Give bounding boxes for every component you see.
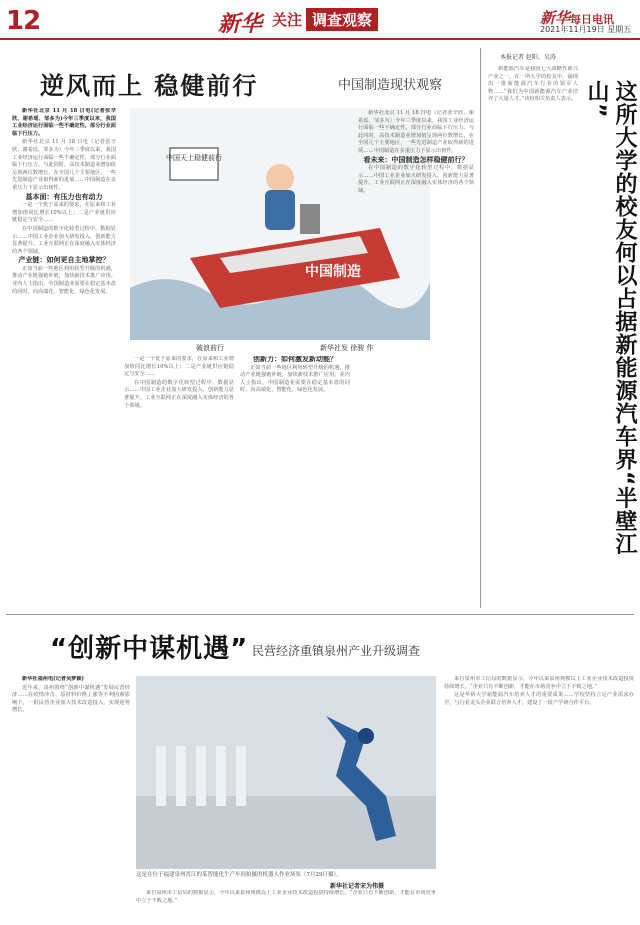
factory-photo bbox=[136, 676, 436, 869]
article3-body-left: 近年来，泉州围绕“创新中谋机遇”发展民营经济……在疫情冲击、原材料价格上涨等不利因素影响下，一批民营企业加大技术改造投入，实现逆势增长。 bbox=[12, 684, 130, 714]
section-divider bbox=[6, 614, 634, 615]
article1-body-8: 新华社北京 11 月 18 日电（记者张辛欣、谢希瑶、邹多为）今年三季度以来，我国工业经济运行面临一些不确定性，部分行业面临下行压力。与此同时，高技术制造业增加值呈现两位数增长，在全国几个主要地区，一些先进制造产业取得新的进展……中国制造在多重压力下显示出韧性。 bbox=[358, 110, 474, 154]
subsection-heading-1: 基本面：有压力也有动力 bbox=[25, 192, 103, 201]
article3-body-right: 来自泉州市工信局的数据显示，今年以来泉州规模以上工业企业技术改造投资持续增长。“企业只有不断创新，才能在市场竞争中立于不败之地。” bbox=[444, 676, 634, 690]
article1-body-9: 在中国制造的数字化转型过程中，数据显示……中国工业企业加大研发投入，创新能力显著提升。工业互联网正在深度融入实体经济的各个领域。 bbox=[358, 165, 474, 194]
article1-column-2 bbox=[124, 356, 234, 606]
article3-byline: 新华社福州电(记者吴梦颖) bbox=[22, 676, 84, 682]
section-box: 调查观察 bbox=[306, 8, 378, 31]
article1-body-4: 正如当前一些地区利用转型升级的机遇，推动产业链强链补链，加快新技术推广应用。业内人士指出，中国制造业需要在稳定基本盘的同时，向高端化、智能化、绿色化发展。 bbox=[12, 265, 116, 295]
paper-name-text: 每日电讯 bbox=[570, 13, 615, 26]
cartoon-sign: 中国天上稳健前行 bbox=[166, 154, 222, 162]
factory-photo-svg bbox=[136, 676, 436, 869]
cartoon-credit: 新华社发 徐骏 作 bbox=[320, 344, 374, 352]
article1-body-3: 在中国制造的数字化转型过程中，数据显示……中国工业企业加大研发投入，创新能力显著提升。工业互联网正在深度融入实体经济的各个领域。 bbox=[12, 225, 116, 255]
photo-caption: 这是在位于福建泉州晋江的某智能化生产车间拍摄的机器人作业场景（7月29日摄）。 bbox=[136, 872, 342, 878]
article3-body-far-right: 这是华侨大学新能源汽车培养人才的重要成果……学校坚持立足产业需求办学，与行业龙头企业联合培养人才，建设了一批产学研合作平台。 bbox=[444, 692, 634, 706]
section-title bbox=[272, 8, 378, 31]
cartoon-caption: 破浪前行 bbox=[196, 344, 224, 352]
article1-body-5: 一是一个优于原来的要求，在原来和工业增加值同比增长10%以上；二是产业链供应链稳定与安全…… bbox=[124, 356, 234, 378]
column-divider bbox=[480, 48, 481, 608]
section-title-text: 关注 bbox=[272, 11, 303, 29]
article3-column-middle bbox=[136, 890, 436, 922]
article3-column-right bbox=[444, 676, 634, 922]
subsection-heading-2: 看未来：中国制造怎样稳健前行？ bbox=[363, 155, 469, 164]
photo-credit: 新华社记者宋为伟摄 bbox=[330, 883, 385, 890]
subsection-heading-3: 创新力：如何激发新动能？ bbox=[253, 356, 337, 363]
article3-headline: “创新中谋机遇” bbox=[50, 634, 249, 664]
article1-body-6: 在中国制造的数字化转型过程中，数据显示……中国工业企业加大研发投入，创新能力显著提升。工业互联网正在深度融入实体经济的各个领域。 bbox=[124, 379, 234, 409]
article2-byline: 本报记者 赵阳、吴涛 bbox=[500, 54, 556, 61]
page-number: 12 bbox=[6, 6, 41, 36]
paper-name-prefix: 新华 bbox=[540, 9, 571, 27]
main-headline: 逆风而上 稳健前行 bbox=[40, 72, 259, 100]
article1-body-1: 新华社北京 11 月 18 日电（记者张辛欣、谢希瑶、邹多为）今年三季度以来，我国工业经济运行面临一些不确定性，部分行业面临下行压力。与此同时，高技术制造业增加值呈现两位数增长，在全国几个主要地区，一些先进制造产业取得新的进展……中国制造在多重压力下显示出韧性。 bbox=[12, 139, 116, 191]
article1-column-1 bbox=[12, 108, 116, 608]
article3-column-left bbox=[12, 676, 130, 916]
header-rule bbox=[0, 38, 640, 40]
subsection-heading-4: 产业链：如何更自主地掌控？ bbox=[18, 256, 110, 265]
article1-column-3 bbox=[240, 356, 350, 606]
section-logo: 新华 bbox=[218, 11, 263, 37]
article1-column-4 bbox=[358, 110, 474, 606]
article1-body-7: 正如当前一些地区利用转型升级的机遇，推动产业链强链补链，加快新技术推广应用。业内人士指出，中国制造业需要在稳定基本盘的同时，向高端化、智能化、绿色化发展。 bbox=[240, 364, 350, 394]
main-subheadline: 中国制造现状观察 bbox=[338, 78, 443, 93]
cartoon-ship-text: 中国制造 bbox=[305, 264, 361, 280]
article1-byline: 新华社北京 11 月 18 日电(记者张辛欣、谢希瑶、邹多为)今年三季度以来，我国工业经济运行面临一些不确定性，部分行业面临下行压力。 bbox=[12, 108, 116, 137]
article2-vertical-headline: 这所大学的校友何以占据新能源汽车界“半壁江山” bbox=[584, 80, 637, 556]
article3-subheadline: 民营经济重镇泉州产业升级调查 bbox=[252, 644, 421, 658]
article2-column bbox=[488, 66, 578, 606]
article2-body: 新能源汽车是我国七大战略性新兴产业之一。在一所大学的校友中，涌现出一批新能源汽车行业的领军人物……“我们为中国新能源汽车产业培养了大量人才。”该校相关负责人表示。 bbox=[488, 66, 578, 103]
article3-body-middle: 来自泉州市工信局的数据显示，今年以来泉州规模以上工业企业技术改造投资持续增长。“企业只有不断创新，才能在市场竞争中立于不败之地。” bbox=[136, 890, 436, 904]
paper-date: 2021年11月19日 星期五 bbox=[540, 25, 632, 34]
article1-body-2: 一是一个优于原来的要求，在原来和工业增加值同比增长10%以上；二是产业链供应链稳定与安全…… bbox=[12, 202, 116, 224]
